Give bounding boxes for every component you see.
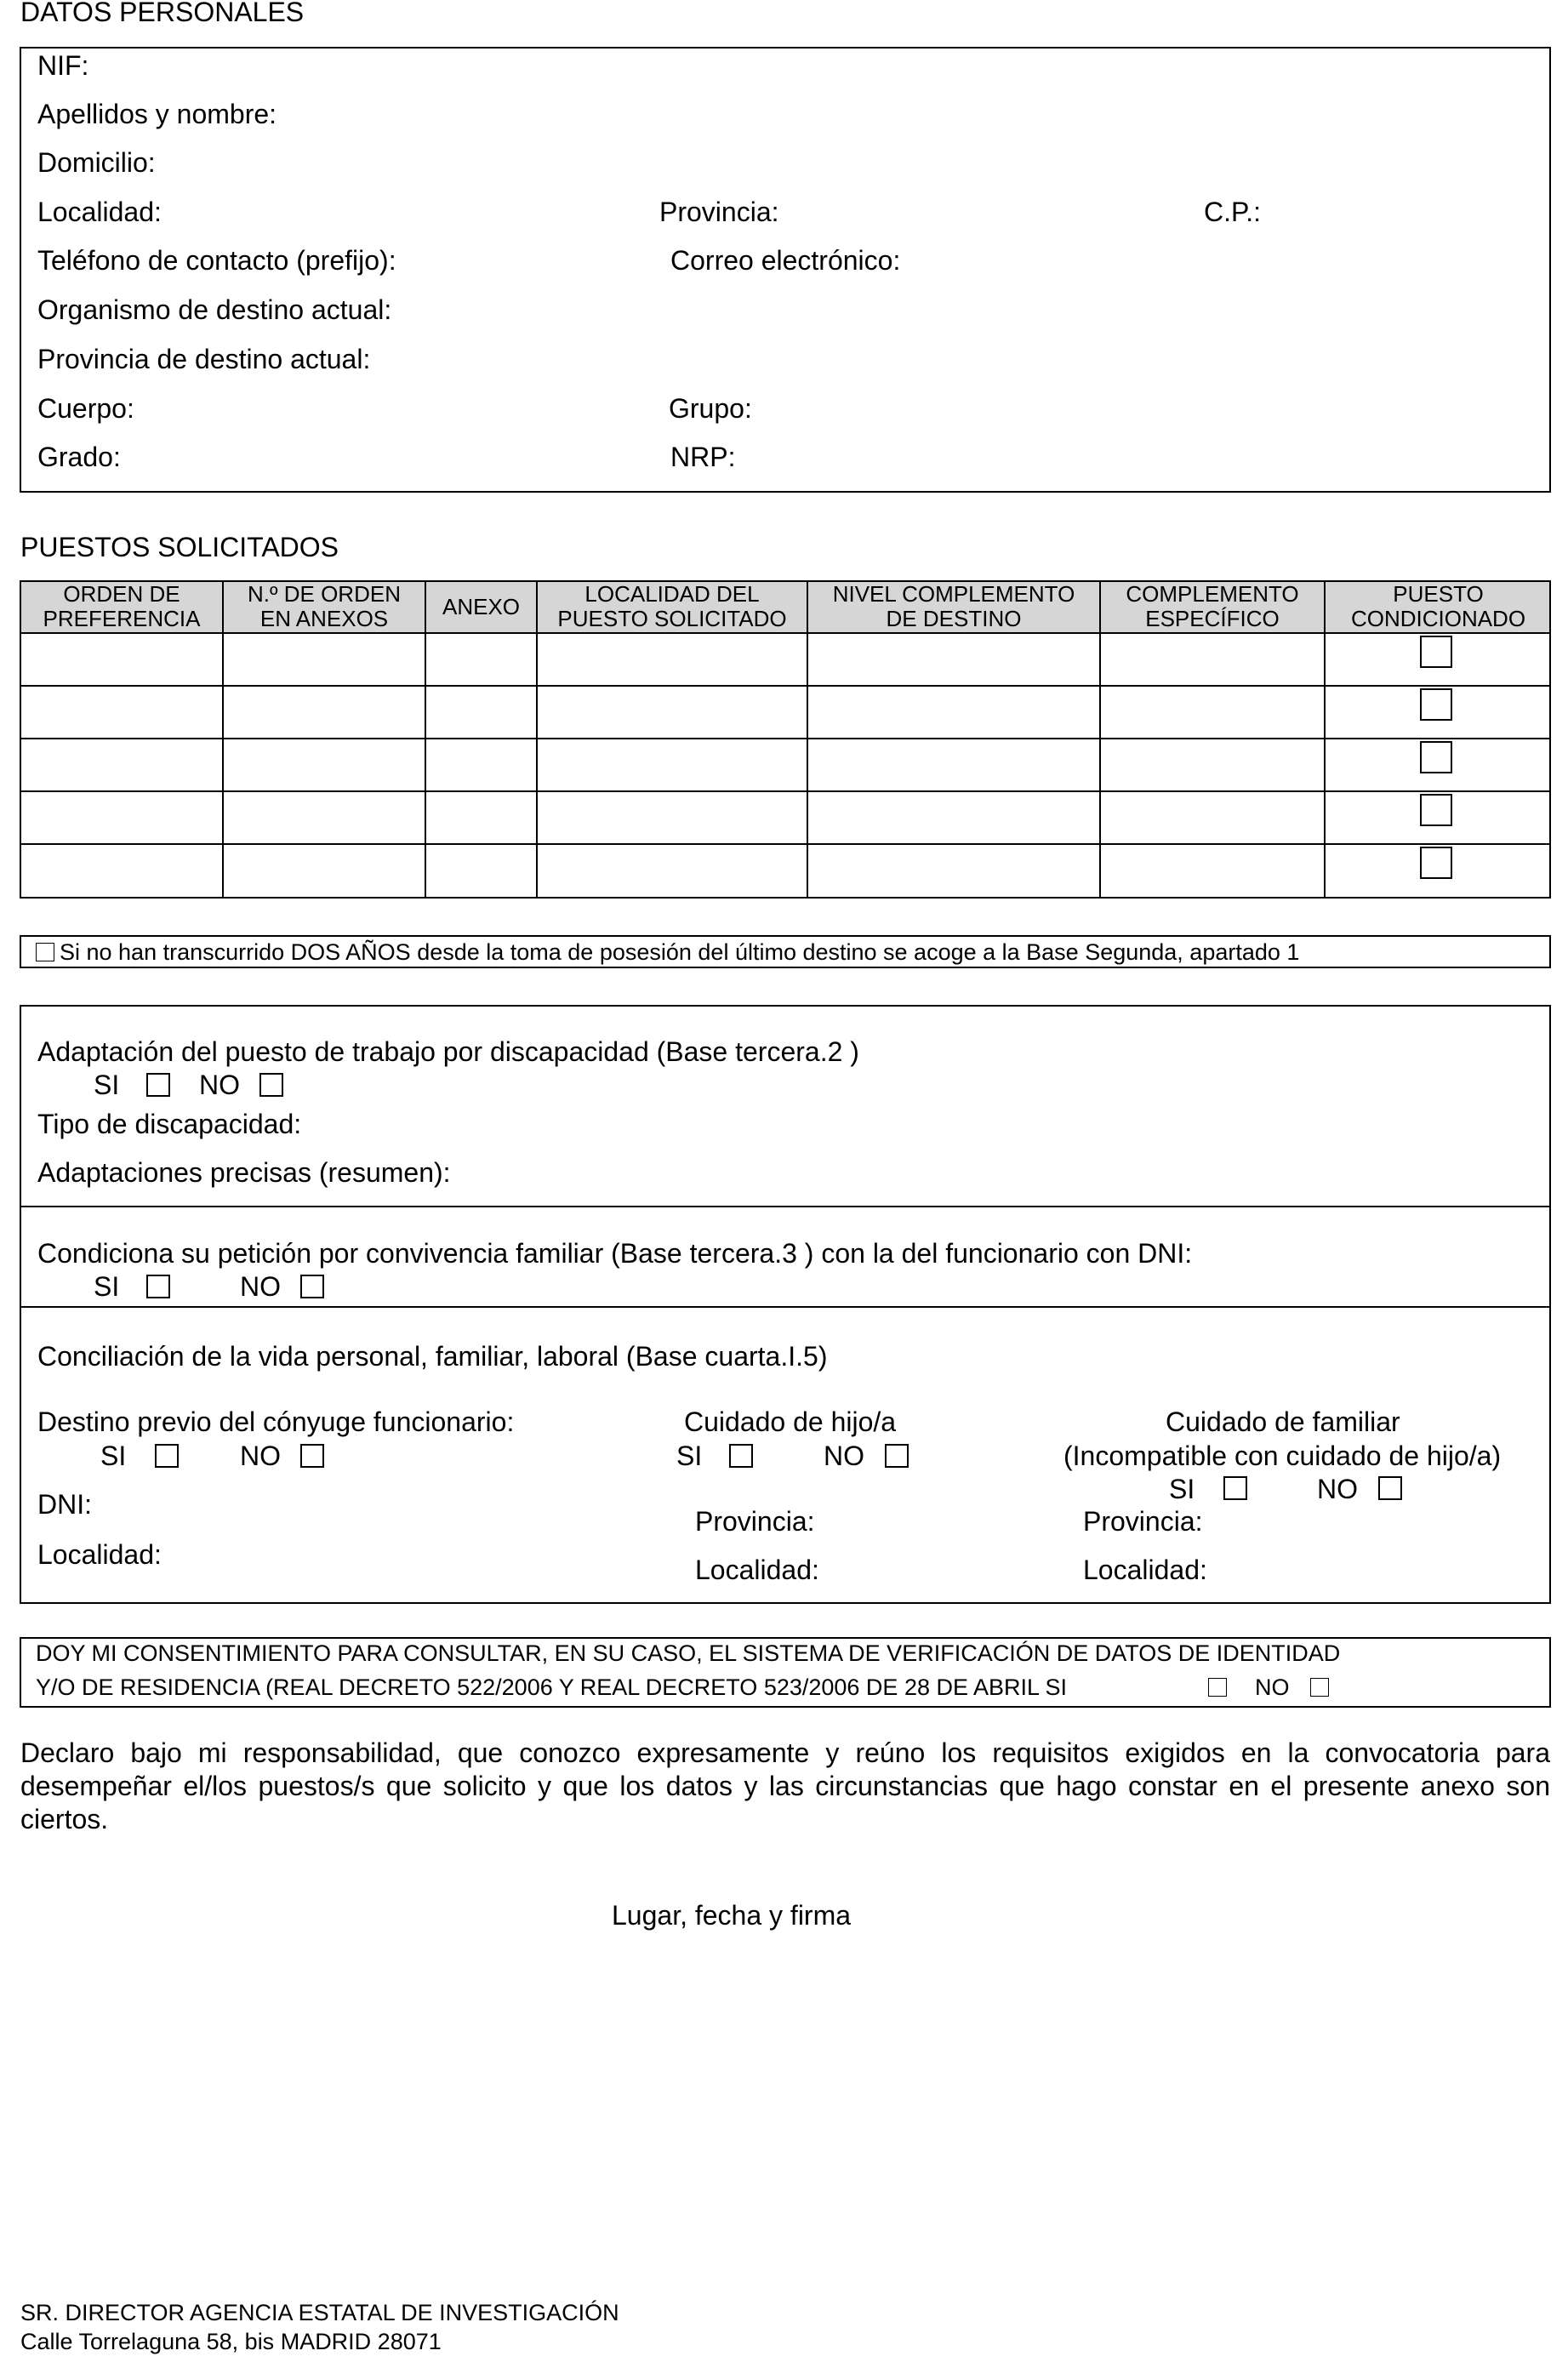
- familiar-si-label: SI: [1169, 1474, 1195, 1504]
- destinatario-line2: Calle Torrelaguna 58, bis MADRID 28071: [20, 2329, 442, 2354]
- familiar-si-checkbox[interactable]: [1223, 1476, 1247, 1500]
- puesto-condicionado-checkbox-2[interactable]: [1420, 688, 1452, 721]
- consentimiento-no-checkbox[interactable]: [1310, 1678, 1329, 1697]
- hijo-label: Cuidado de hijo/a: [684, 1406, 897, 1437]
- header-line: PREFERENCIA: [43, 606, 201, 631]
- conyuge-no-label: NO: [240, 1441, 281, 1471]
- familiar-no-label: NO: [1317, 1474, 1358, 1504]
- header-line: ORDEN DE: [63, 581, 180, 607]
- discapacidad-si-label: SI: [94, 1070, 120, 1100]
- header-line: ESPECÍFICO: [1145, 606, 1280, 631]
- discapacidad-si-checkbox[interactable]: [146, 1073, 170, 1097]
- header-line: PUESTO SOLICITADO: [557, 606, 787, 631]
- discapacidad-title: Adaptación del puesto de trabajo por discapacidad (Base tercera.2 ): [37, 1036, 859, 1067]
- dos-anos-text: Si no han transcurrido DOS AÑOS desde la toma de posesión del último destino se acoge a la Base Segunda, apartado 1: [60, 939, 1300, 965]
- header-line: LOCALIDAD DEL: [584, 581, 760, 607]
- declaracion-text: Declaro bajo mi responsabilidad, que conozco expresamente y reúno los requisitos exigidos en la convocatoria para desempeñar el/los puestos/s que solicito y que los datos y las circunstancias que hago constar en el presente anexo son ciertos.: [20, 1737, 1550, 1834]
- apellidos-label: Apellidos y nombre:: [37, 99, 277, 129]
- consentimiento-no-label: NO: [1255, 1675, 1290, 1700]
- familiar-no-checkbox[interactable]: [1378, 1476, 1402, 1500]
- puesto-condicionado-checkbox-3[interactable]: [1420, 741, 1452, 773]
- grado-label: Grado:: [37, 442, 121, 472]
- row-divider: [20, 632, 1551, 634]
- hijo-provincia-label: Provincia:: [695, 1506, 815, 1537]
- conyuge-label: Destino previo del cónyuge funcionario:: [37, 1406, 515, 1437]
- hijo-si-label: SI: [676, 1441, 703, 1471]
- consentimiento-si-checkbox[interactable]: [1208, 1678, 1227, 1697]
- conyuge-no-checkbox[interactable]: [300, 1444, 324, 1468]
- header-puesto-condicionado: [1326, 581, 1551, 632]
- conciliacion-title: Conciliación de la vida personal, familiar, laboral (Base cuarta.I.5): [37, 1341, 828, 1372]
- puesto-condicionado-checkbox-5[interactable]: [1420, 847, 1452, 879]
- domicilio-label: Domicilio:: [37, 147, 156, 178]
- familiar-localidad-label: Localidad:: [1083, 1555, 1207, 1585]
- header-line: ANEXO: [442, 593, 521, 619]
- consentimiento-line2: Y/O DE RESIDENCIA (REAL DECRETO 522/2006 Y REAL DECRETO 523/2006 DE 28 DE ABRIL SI: [36, 1675, 1068, 1700]
- hijo-no-checkbox[interactable]: [885, 1444, 909, 1468]
- section-title-puestos: PUESTOS SOLICITADOS: [20, 532, 339, 562]
- row-divider: [20, 685, 1551, 687]
- conyuge-si-checkbox[interactable]: [155, 1444, 179, 1468]
- section-title-datos-personales: DATOS PERSONALES: [20, 0, 305, 27]
- convivencia-no-label: NO: [240, 1271, 281, 1302]
- adaptaciones-label: Adaptaciones precisas (resumen):: [37, 1157, 451, 1188]
- row-divider: [20, 790, 1551, 792]
- organismo-label: Organismo de destino actual:: [37, 294, 392, 325]
- tipo-discapacidad-label: Tipo de discapacidad:: [37, 1109, 302, 1139]
- row-divider: [20, 738, 1551, 739]
- destinatario-line1: SR. DIRECTOR AGENCIA ESTATAL DE INVESTIGACIÓN: [20, 2300, 619, 2325]
- familiar-provincia-label: Provincia:: [1083, 1506, 1203, 1537]
- hijo-localidad-label: Localidad:: [695, 1555, 819, 1585]
- discapacidad-no-checkbox[interactable]: [259, 1073, 283, 1097]
- cp-label: C.P.:: [1204, 197, 1261, 227]
- header-line: DE DESTINO: [886, 606, 1022, 631]
- nif-label: NIF:: [37, 50, 89, 81]
- hijo-no-label: NO: [824, 1441, 864, 1471]
- header-line: PUESTO: [1393, 581, 1484, 607]
- provincia-destino-label: Provincia de destino actual:: [37, 344, 371, 374]
- discapacidad-no-label: NO: [199, 1070, 240, 1100]
- grupo-label: Grupo:: [669, 393, 752, 424]
- header-line: N.º DE ORDEN: [248, 581, 401, 607]
- cuerpo-label: Cuerpo:: [37, 393, 134, 424]
- header-nivel-complemento: [808, 581, 1099, 632]
- header-line: EN ANEXOS: [259, 606, 389, 631]
- conyuge-localidad-label: Localidad:: [37, 1539, 162, 1570]
- firma-label: Lugar, fecha y firma: [612, 1900, 852, 1931]
- dos-anos-checkbox[interactable]: [36, 943, 54, 961]
- familiar-note: (Incompatible con cuidado de hijo/a): [1063, 1441, 1502, 1471]
- conyuge-si-label: SI: [100, 1441, 127, 1471]
- consentimiento-line1: DOY MI CONSENTIMIENTO PARA CONSULTAR, EN SU CASO, EL SISTEMA DE VERIFICACIÓN DE DATOS DE IDENTIDAD: [36, 1640, 1341, 1666]
- header-line: CONDICIONADO: [1350, 606, 1526, 631]
- provincia-label: Provincia:: [659, 197, 779, 227]
- header-numero-orden: [224, 581, 425, 632]
- header-line: COMPLEMENTO: [1126, 581, 1299, 607]
- correo-label: Correo electrónico:: [670, 245, 901, 276]
- header-localidad-puesto: [538, 581, 807, 632]
- header-line: NIVEL COMPLEMENTO: [832, 581, 1075, 607]
- header-orden-preferencia: [21, 581, 222, 632]
- header-complemento-especifico: [1101, 581, 1324, 632]
- convivencia-title: Condiciona su petición por convivencia familiar (Base tercera.3 ) con la del funcionario con DNI:: [37, 1238, 1193, 1269]
- convivencia-no-checkbox[interactable]: [300, 1275, 324, 1298]
- row-divider: [20, 843, 1551, 845]
- header-anexo: [426, 581, 536, 632]
- section-divider: [20, 1306, 1551, 1308]
- nrp-label: NRP:: [670, 442, 736, 472]
- section-divider: [20, 1206, 1551, 1207]
- localidad-label: Localidad:: [37, 197, 162, 227]
- telefono-label: Teléfono de contacto (prefijo):: [37, 245, 396, 276]
- hijo-si-checkbox[interactable]: [729, 1444, 753, 1468]
- conyuge-dni-label: DNI:: [37, 1489, 92, 1520]
- puesto-condicionado-checkbox-1[interactable]: [1420, 636, 1452, 668]
- familiar-label: Cuidado de familiar: [1166, 1406, 1400, 1437]
- puesto-condicionado-checkbox-4[interactable]: [1420, 794, 1452, 826]
- convivencia-si-label: SI: [94, 1271, 120, 1302]
- convivencia-si-checkbox[interactable]: [146, 1275, 170, 1298]
